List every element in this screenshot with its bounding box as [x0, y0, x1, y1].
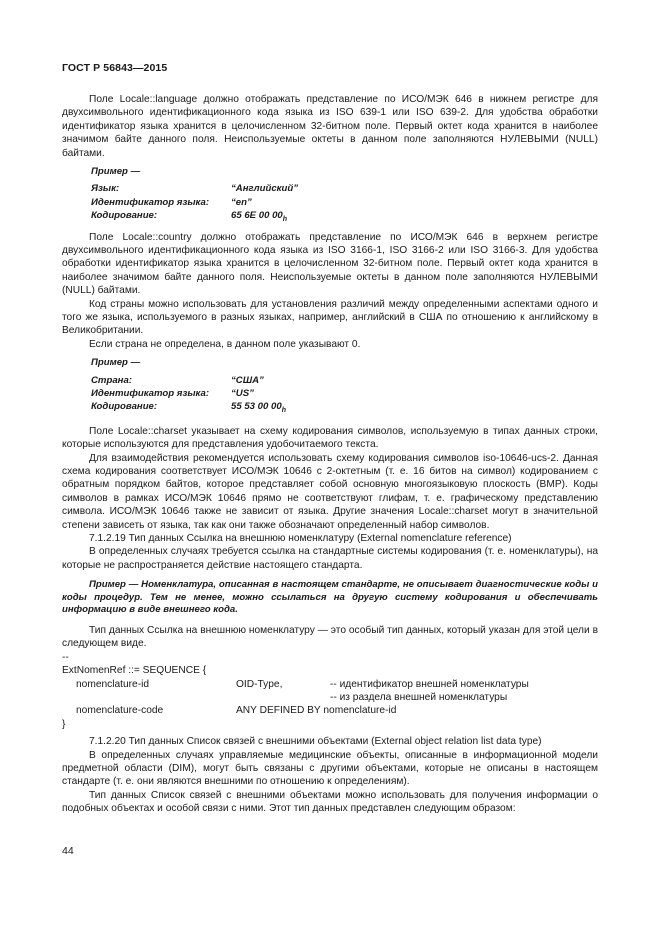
paragraph: Для взаимодействия рекомендуется использовать схему кодирования символов iso-10646-ucs-2. Данная схема кодирования соответствует ИСО/МЭК 10646 с 2-октетным (т. е. 16 битов на символ) кодированием с обратным порядком байтов, которое представляет собой основную многоязыковую плоскость (BMP). Коды символов в рамках ИСО/МЭК 10646 прямо не соответствуют глифам, т. е. графическому представлению символа. ИСО/МЭК 10646 также не зависит от языка. Другие значения Locale::charset могут в значительной степени зависеть от языка, так как они также обозначают определенный набор символов. — [62, 452, 598, 531]
example-value — [231, 209, 287, 226]
example-title: Пример — — [91, 357, 141, 369]
field-name: nomenclature-code — [76, 705, 164, 717]
paragraph: Если страна не определена, в данном поле указывают 0. — [89, 338, 361, 350]
example-row — [91, 182, 598, 195]
example-row — [91, 400, 598, 417]
example-row — [91, 196, 598, 209]
paragraph: Поле Locale::language должно отображать представление по ИСО/МЭК 646 в нижнем регистре для двухсимвольного идентификационного кода языка из ISO 639-1 или ISO 639-2. Для удобства обработки идентификатор языка хранится в целочисленном 32-битном поле. Первый октет кода хранится в наиболее значимом байте данного поля. Неиспользуемые октеты в данном поле заполняются НУЛЕВЫМИ (NULL) байтами. — [62, 94, 598, 159]
field-type: OID-Type, — [236, 678, 283, 690]
code-line: -- — [62, 651, 69, 663]
example-value: “Английский” — [231, 183, 299, 195]
example-key: Кодирование: — [91, 210, 158, 222]
code-row — [62, 704, 598, 717]
page-content — [62, 93, 598, 816]
example-key: Язык: — [91, 183, 120, 195]
example-value — [231, 400, 286, 417]
paragraph: В определенных случаях требуется ссылка на стандартные системы кодирования (т. е. номенклатуры), на которые не распространяется действие настоящего стандарта. — [62, 546, 598, 571]
example-value: “США” — [231, 374, 264, 386]
field-comment: -- идентификатор внешней номенклатуры — [330, 678, 529, 690]
code-row — [62, 691, 598, 704]
code-row — [62, 678, 598, 691]
example-key: Страна: — [91, 374, 132, 386]
paragraph: Поле Locale::charset указывает на схему кодирования символов, используемую в типах данных строки, которые используются для представления удобочитаемого текста. — [62, 425, 598, 451]
field-name: nomenclature-id — [76, 678, 150, 690]
example-key: Идентификатор языка: — [91, 388, 210, 400]
example-row — [91, 387, 598, 400]
example-value: “en” — [231, 196, 252, 208]
hex-subscript: h — [282, 216, 288, 224]
paragraph: Код страны можно использовать для установления различий между определенными аспектами одного и того же языка, используемого в разных языках, например, английский в США по отношению к английскому в Великобритании. — [62, 298, 598, 337]
example-row — [91, 374, 598, 387]
paragraph: В определенных случаях управляемые медицинские объекты, описанные в информационной модели предметной области (DIM), могут быть связаны с другими объектами, которые не описаны в настоящем стандарте (т. е. они являются внешними по отношению к определениям). — [62, 749, 598, 788]
hex-subscript: h — [281, 407, 286, 415]
example-row — [91, 209, 598, 226]
code-line: ExtNomenRef ::= SEQUENCE { — [62, 665, 207, 677]
encoding-value: 65 6E 00 00 — [231, 210, 283, 222]
code-line: } — [62, 718, 66, 730]
example-key: Кодирование: — [91, 401, 158, 413]
paragraph: Тип данных Список связей с внешними объектами можно использовать для получения информации о подобных объектах и особой связи с ними. Этот тип данных представлен следующим образом: — [62, 789, 598, 815]
page-number: 44 — [62, 845, 74, 857]
paragraph: Тип данных Ссылка на внешнюю номенклатуру — это особый тип данных, который указан для этой цели в следующем виде. — [62, 625, 598, 650]
example-key: Идентификатор языка: — [91, 196, 210, 208]
section-heading: 7.1.2.19 Тип данных Ссылка на внешнюю номенклатуру (External nomenclature reference) — [89, 533, 512, 544]
document-header: ГОСТ Р 56843—2015 — [62, 62, 168, 74]
field-type: ANY DEFINED BY nomenclature-id — [236, 705, 397, 717]
section-heading: 7.1.2.20 Тип данных Список связей с внешними объектами (External object relation list data type) — [89, 736, 542, 748]
example-title: Пример — — [91, 166, 141, 178]
example-value: “US” — [231, 388, 254, 400]
paragraph: Поле Locale::country должно отображать представление по ИСО/МЭК 646 в верхнем регистре двухсимвольного идентификационного кода языка из ISO 3166-1, ISO 3166-2 или ISO 3166-3. Для удобства обработки идентификатор языка хранится в целочисленном 32-битном поле. Первый октет кода хранится в наиболее значимом байте данного поля. Неиспользуемые октеты в данном поле заполняются НУЛЕВЫМИ (NULL) байтами. — [62, 231, 598, 297]
encoding-value: 55 53 00 00 — [231, 401, 282, 413]
asn1-code-block — [62, 651, 598, 731]
field-comment: -- из раздела внешней номенклатуры — [330, 692, 508, 704]
note-example: Пример — Номенклатура, описанная в настоящем стандарте, не описывает диагностические коды и коды процедур. Тем не менее, можно ссылаться на другую систему кодирования и обеспечивать информацию в виде внешнего кода. — [62, 579, 598, 616]
